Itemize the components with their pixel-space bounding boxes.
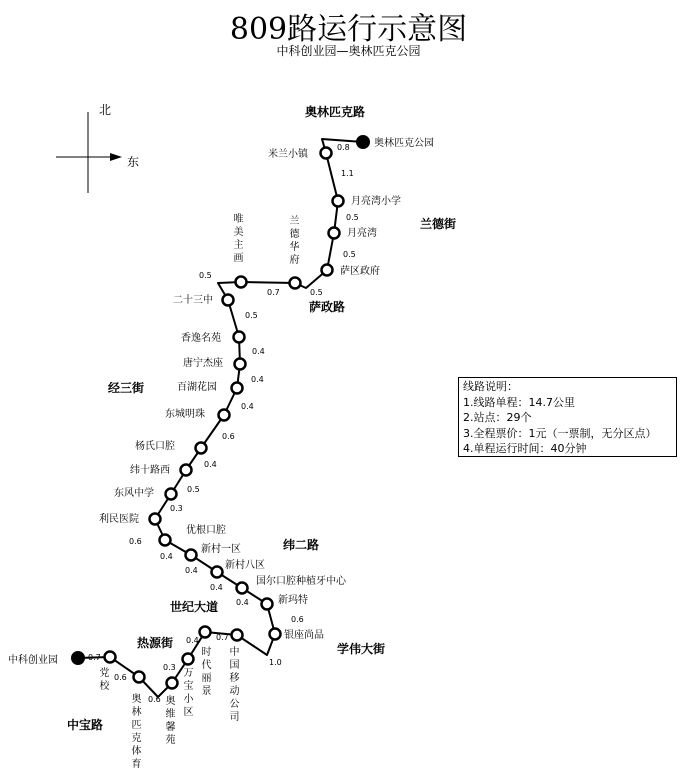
station-marker [196, 443, 207, 454]
station-marker [200, 627, 211, 638]
station-label-tangning-jiezuo: 唐宁杰座 [183, 358, 223, 369]
station-label-dongcheng-mingzhu: 东城明珠 [165, 409, 205, 420]
station-label-aowei-xinyuan: 奥维馨苑 [165, 696, 176, 746]
station-label-xinmate: 新玛特 [278, 595, 308, 606]
compass [56, 112, 122, 193]
station-marker [290, 278, 301, 289]
distance-label: 0.4 [241, 402, 254, 411]
station-label-shidai-lijing: 时代丽景 [201, 647, 212, 697]
distance-label: 0.4 [160, 552, 173, 561]
station-marker [167, 678, 178, 689]
station-marker [166, 489, 177, 500]
compass-north-label: 北 [99, 103, 112, 117]
station-marker [219, 410, 230, 421]
distance-label: 0.4 [204, 460, 217, 469]
station-marker [232, 630, 243, 641]
station-label-xincun-yiqu: 新村一区 [201, 544, 241, 555]
road-label-lande-jie: 兰德街 [420, 217, 457, 231]
station-marker [234, 332, 245, 343]
station-marker [150, 514, 161, 525]
station-marker [223, 295, 234, 306]
station-label-xiangyi-mingyuan: 香逸名苑 [181, 333, 221, 344]
station-marker [322, 265, 333, 276]
distance-label: 0.8 [337, 143, 350, 152]
distance-label: 0.4 [186, 636, 199, 645]
station-label-milan-xiaozhen: 米兰小镇 [268, 149, 308, 160]
terminal-station-marker [357, 136, 370, 149]
station-marker [262, 599, 273, 610]
info-line-distance: 1.线路单程：14.7公里 [463, 395, 575, 409]
road-label-xuewei-dajie: 学伟大街 [337, 642, 386, 656]
station-label-aolinpike-gongyuan: 奥林匹克公园 [374, 138, 434, 149]
station-marker [237, 583, 248, 594]
distance-label: 1.1 [341, 169, 354, 178]
station-marker [134, 672, 145, 683]
station-marker [236, 277, 247, 288]
road-label-zhongbao-lu: 中宝路 [67, 718, 104, 732]
info-line-fare: 3.全程票价：1元（一票制，无分区点） [463, 426, 657, 440]
station-marker [333, 196, 344, 207]
distance-label: 1.0 [269, 658, 282, 667]
station-label-guoer-kouqiang: 国尔口腔种植牙中心 [256, 576, 346, 587]
station-marker [160, 535, 171, 546]
distance-label: 0.6 [129, 537, 142, 546]
distance-label: 0.5 [310, 288, 323, 297]
distance-label: 0.7 [88, 653, 101, 662]
distance-label: 0.4 [236, 598, 249, 607]
road-label-sazheng-lu: 萨政路 [309, 300, 346, 314]
station-marker [270, 629, 281, 640]
station-label-weimei-zhuhua: 唯美主画 [233, 214, 244, 264]
distance-label: 0.4 [210, 583, 223, 592]
station-marker [183, 654, 194, 665]
station-label-yueliangwan: 月亮湾 [347, 228, 377, 239]
distance-label: 0.5 [343, 250, 356, 259]
distance-label: 0.5 [187, 485, 200, 494]
station-label-xincun-baqu: 新村八区 [225, 560, 265, 571]
station-label-weishilu-xi: 纬十路西 [130, 465, 170, 476]
distance-label: 0.4 [252, 347, 265, 356]
distance-label: 0.4 [185, 566, 198, 575]
road-label-shiji-dadao: 世纪大道 [170, 600, 219, 614]
distance-label: 0.5 [199, 271, 212, 280]
info-heading: 线路说明： [463, 380, 518, 393]
station-label-dangxiao: 党校 [99, 668, 110, 692]
distance-label: 0.7 [216, 633, 229, 642]
distance-label: 0.5 [346, 213, 359, 222]
station-label-yinzuo-shangpin: 银座尚品 [284, 630, 324, 641]
road-label-reyuan-jie: 热源街 [137, 636, 174, 650]
station-label-baihu-huayuan: 百湖花园 [177, 382, 217, 393]
station-label-yangshi-kouqiang: 杨氏口腔 [135, 441, 175, 452]
station-label-saqu-zhengfu: 萨区政府 [340, 266, 380, 277]
station-marker [329, 228, 340, 239]
station-marker [212, 567, 223, 578]
info-line-stops: 2.站点：29个 [463, 411, 532, 424]
road-label-aolinpike-lu: 奥林匹克路 [305, 105, 366, 119]
station-marker [321, 148, 332, 159]
station-label-limin-yiyuan: 利民医院 [99, 514, 139, 525]
route-info-box [458, 377, 677, 457]
station-label-aolinpike-tiyu: 奥林匹克体育 [131, 694, 142, 770]
road-label-weier-lu: 纬二路 [283, 538, 320, 552]
page-title: 809路运行示意图 [229, 12, 468, 47]
distance-label: 0.6 [291, 615, 304, 624]
route-subtitle: 中科创业园—奥林匹克公园 [276, 44, 421, 58]
station-label-lande-huafu: 兰德华府 [289, 216, 300, 266]
station-label-wanbao-xiaoqu: 万宝小区 [183, 668, 194, 718]
station-marker [232, 383, 243, 394]
station-label-zhongke-chuangyeyuan: 中科创业园 [8, 655, 58, 666]
road-label-jingsan-jie: 经三街 [108, 381, 145, 395]
distance-label: 0.3 [163, 663, 176, 672]
terminal-station-marker [72, 652, 85, 665]
distance-label: 0.7 [267, 288, 280, 297]
station-label-ershisan-zhong: 二十三中 [173, 295, 213, 306]
distance-label: 0.3 [170, 504, 183, 513]
info-line-duration: 4.单程运行时间：40分钟 [463, 442, 587, 455]
distance-label: 0.5 [245, 311, 258, 320]
station-label-yueliangwan-xiaoxue: 月亮湾小学 [351, 196, 401, 207]
station-label-dongfeng-zhongxue: 东风中学 [114, 488, 154, 499]
distance-label: 0.6 [114, 673, 127, 682]
distance-label: 0.6 [222, 432, 235, 441]
compass-east-label: 东 [127, 155, 140, 169]
station-marker [235, 359, 246, 370]
compass-east-arrow [110, 153, 122, 161]
station-marker [181, 465, 192, 476]
station-label-yougen-kouqiang: 优根口腔 [186, 525, 226, 536]
distance-label: 0.4 [251, 375, 264, 384]
distance-label: 0.6 [148, 695, 161, 704]
station-marker [105, 652, 116, 663]
station-label-zhongguo-yidong: 中国移动公司 [229, 647, 240, 723]
station-marker [186, 550, 197, 561]
